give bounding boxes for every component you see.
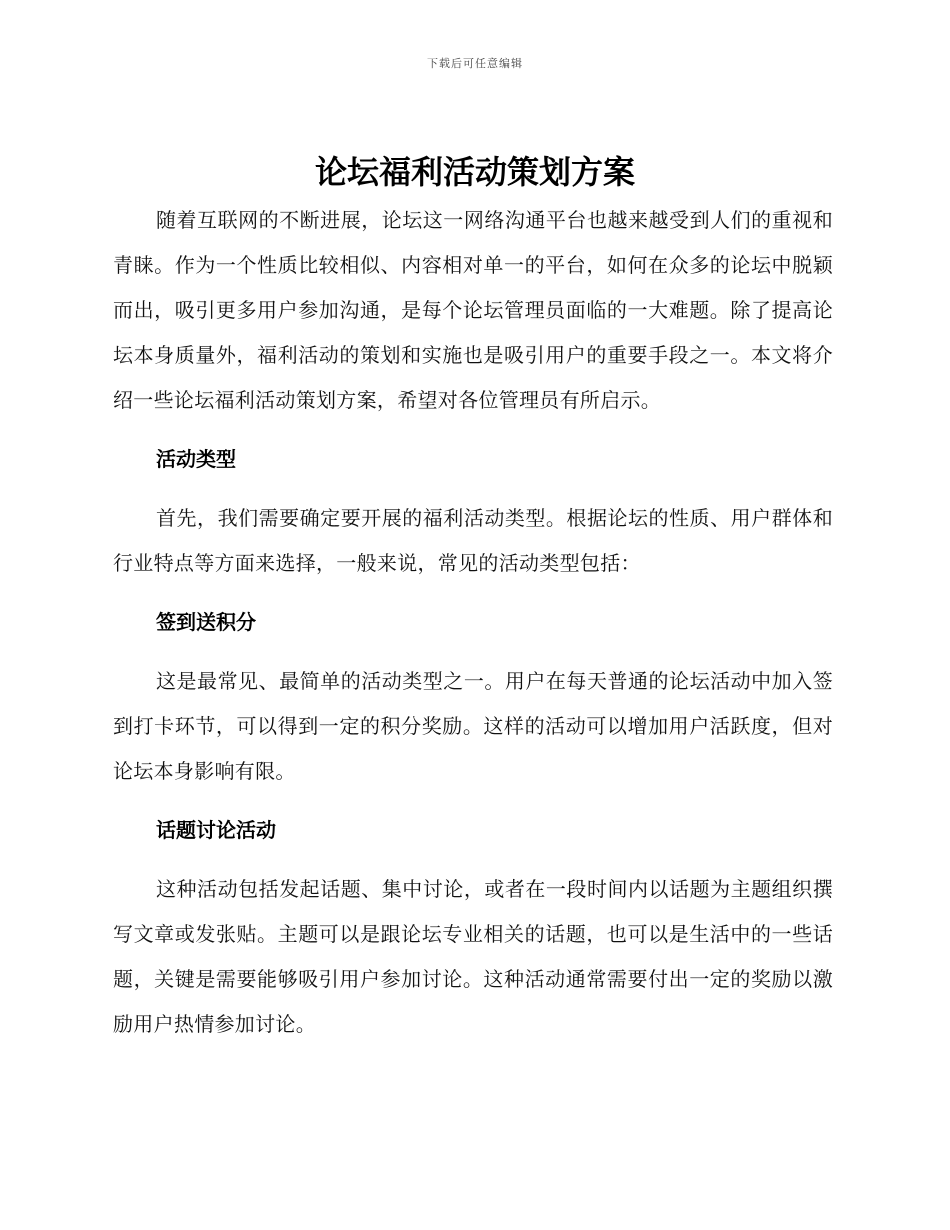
topic-discussion-paragraph: 这种活动包括发起话题、集中讨论，或者在一段时间内以话题为主题组织撰写文章或发张贴。主题可以是跟论坛专业相关的话题，也可以是生活中的一些话题，关键是需要能够吸引用户参加讨论。这种活动通常需要付出一定的奖励以激励用户热情参加讨论。 (113, 877, 833, 1036)
checkin-points-paragraph: 这是最常见、最简单的活动类型之一。用户在每天普通的论坛活动中加入签到打卡环节，可以得到一定的积分奖励。这样的活动可以增加用户活跃度，但对论坛本身影响有限。 (113, 669, 833, 783)
section-heading-topic-discussion: 话题讨论活动 (156, 818, 276, 842)
document-title: 论坛福利活动策划方案 (314, 153, 635, 191)
header-note: 下载后可任意编辑 (427, 57, 523, 70)
document-body (113, 198, 833, 1047)
intro-paragraph: 随着互联网的不断进展，论坛这一网络沟通平台也越来越受到人们的重视和青睐。作为一个性质比较相似、内容相对单一的平台，如何在众多的论坛中脱颖而出，吸引更多用户参加沟通，是每个论坛管理员面临的一大难题。除了提高论坛本身质量外，福利活动的策划和实施也是吸引用户的重要手段之一。本文将介绍一些论坛福利活动策划方案，希望对各位管理员有所启示。 (113, 208, 833, 412)
activity-types-paragraph: 首先，我们需要确定要开展的福利活动类型。根据论坛的性质、用户群体和行业特点等方面来选择，一般来说，常见的活动类型包括： (113, 506, 833, 575)
section-heading-checkin-points: 签到送积分 (156, 610, 256, 634)
section-heading-activity-types: 活动类型 (156, 447, 236, 471)
